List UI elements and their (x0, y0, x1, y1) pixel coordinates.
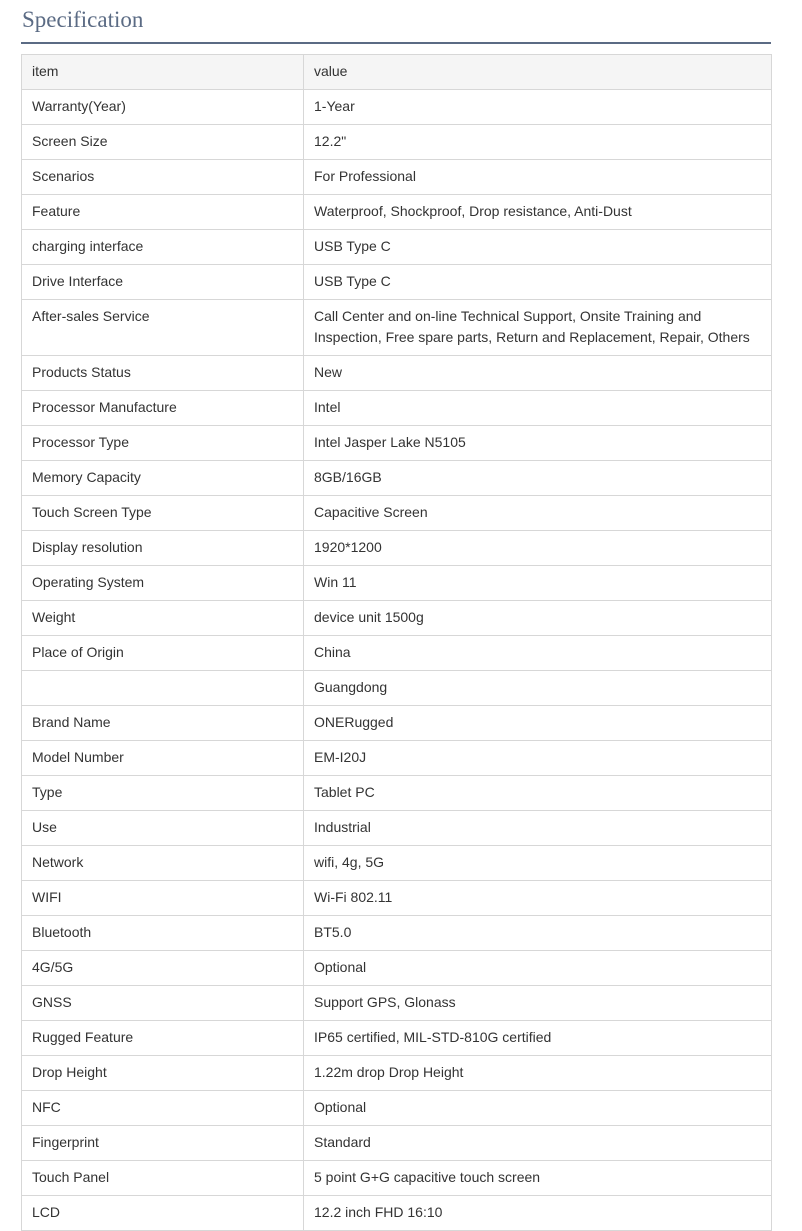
spec-item-cell: Use (22, 811, 304, 846)
spec-value-cell: Waterproof, Shockproof, Drop resistance, Anti-Dust (304, 195, 772, 230)
spec-value-cell: Support GPS, Glonass (304, 986, 772, 1021)
spec-value-cell: USB Type C (304, 265, 772, 300)
spec-item-cell: Drop Height (22, 1056, 304, 1091)
table-row (22, 160, 772, 195)
spec-value-cell: Industrial (304, 811, 772, 846)
spec-item-cell: WIFI (22, 881, 304, 916)
table-row (22, 636, 772, 671)
spec-value-cell: Optional (304, 1091, 772, 1126)
table-row (22, 90, 772, 125)
table-row (22, 1056, 772, 1091)
spec-value-cell: Standard (304, 1126, 772, 1161)
spec-value-cell: 12.2 inch FHD 16:10 (304, 1196, 772, 1231)
table-row (22, 230, 772, 265)
spec-value-cell: EM-I20J (304, 741, 772, 776)
spec-value-cell: Intel (304, 391, 772, 426)
table-row (22, 776, 772, 811)
spec-item-cell: Operating System (22, 566, 304, 601)
spec-item-cell: Rugged Feature (22, 1021, 304, 1056)
table-row (22, 566, 772, 601)
header-item-cell: item (22, 55, 304, 90)
spec-item-cell: Screen Size (22, 125, 304, 160)
table-row (22, 811, 772, 846)
spec-value-cell: device unit 1500g (304, 601, 772, 636)
table-row (22, 1161, 772, 1196)
spec-value-cell: 1.22m drop Drop Height (304, 1056, 772, 1091)
table-row (22, 265, 772, 300)
table-row (22, 195, 772, 230)
spec-value-cell: 8GB/16GB (304, 461, 772, 496)
spec-value-cell: 12.2" (304, 125, 772, 160)
spec-item-cell: Weight (22, 601, 304, 636)
table-row (22, 916, 772, 951)
spec-item-cell: Touch Panel (22, 1161, 304, 1196)
spec-value-cell: 1-Year (304, 90, 772, 125)
header-value-cell: value (304, 55, 772, 90)
specification-table (21, 54, 772, 1231)
spec-value-cell: Wi-Fi 802.11 (304, 881, 772, 916)
spec-value-cell: BT5.0 (304, 916, 772, 951)
spec-value-cell: IP65 certified, MIL-STD-810G certified (304, 1021, 772, 1056)
table-row (22, 531, 772, 566)
spec-value-cell: wifi, 4g, 5G (304, 846, 772, 881)
table-row (22, 671, 772, 706)
spec-item-cell: Display resolution (22, 531, 304, 566)
table-row (22, 1196, 772, 1231)
table-row (22, 461, 772, 496)
spec-item-cell: Type (22, 776, 304, 811)
table-row (22, 426, 772, 461)
spec-value-cell: Capacitive Screen (304, 496, 772, 531)
spec-value-cell: Optional (304, 951, 772, 986)
spec-value-cell: For Professional (304, 160, 772, 195)
spec-item-cell: Brand Name (22, 706, 304, 741)
table-row (22, 496, 772, 531)
spec-value-cell: 5 point G+G capacitive touch screen (304, 1161, 772, 1196)
table-row (22, 300, 772, 356)
table-row (22, 1091, 772, 1126)
spec-value-cell: Tablet PC (304, 776, 772, 811)
spec-item-cell: charging interface (22, 230, 304, 265)
spec-value-cell: China (304, 636, 772, 671)
spec-value-cell: Win 11 (304, 566, 772, 601)
specification-table-body (22, 55, 772, 1231)
spec-item-cell: Products Status (22, 356, 304, 391)
spec-item-cell: Scenarios (22, 160, 304, 195)
spec-item-cell: NFC (22, 1091, 304, 1126)
title-divider (21, 42, 771, 44)
spec-item-cell: 4G/5G (22, 951, 304, 986)
spec-item-cell: Model Number (22, 741, 304, 776)
spec-item-cell: LCD (22, 1196, 304, 1231)
spec-item-cell: Bluetooth (22, 916, 304, 951)
spec-item-cell (22, 671, 304, 706)
page-title: Specification (22, 7, 144, 32)
spec-item-cell: Drive Interface (22, 265, 304, 300)
spec-item-cell: Feature (22, 195, 304, 230)
spec-item-cell: Fingerprint (22, 1126, 304, 1161)
spec-item-cell: Memory Capacity (22, 461, 304, 496)
spec-value-cell: ONERugged (304, 706, 772, 741)
table-row (22, 881, 772, 916)
spec-value-cell: Intel Jasper Lake N5105 (304, 426, 772, 461)
spec-item-cell: Processor Manufacture (22, 391, 304, 426)
spec-item-cell: Touch Screen Type (22, 496, 304, 531)
spec-item-cell: Processor Type (22, 426, 304, 461)
table-row (22, 125, 772, 160)
table-row (22, 1126, 772, 1161)
spec-item-cell: Place of Origin (22, 636, 304, 671)
spec-value-cell: Call Center and on-line Technical Support, Onsite Training and Inspection, Free spare parts, Return and Replacement, Repair, Others (304, 300, 772, 356)
table-header-row (22, 55, 772, 90)
table-row (22, 1021, 772, 1056)
spec-item-cell: After-sales Service (22, 300, 304, 356)
spec-value-cell: 1920*1200 (304, 531, 772, 566)
spec-value-cell: USB Type C (304, 230, 772, 265)
table-row (22, 846, 772, 881)
table-row (22, 706, 772, 741)
table-row (22, 391, 772, 426)
spec-item-cell: GNSS (22, 986, 304, 1021)
table-row (22, 951, 772, 986)
spec-value-cell: Guangdong (304, 671, 772, 706)
table-row (22, 986, 772, 1021)
spec-item-cell: Warranty(Year) (22, 90, 304, 125)
spec-value-cell: New (304, 356, 772, 391)
spec-item-cell: Network (22, 846, 304, 881)
table-row (22, 356, 772, 391)
table-row (22, 601, 772, 636)
table-row (22, 741, 772, 776)
